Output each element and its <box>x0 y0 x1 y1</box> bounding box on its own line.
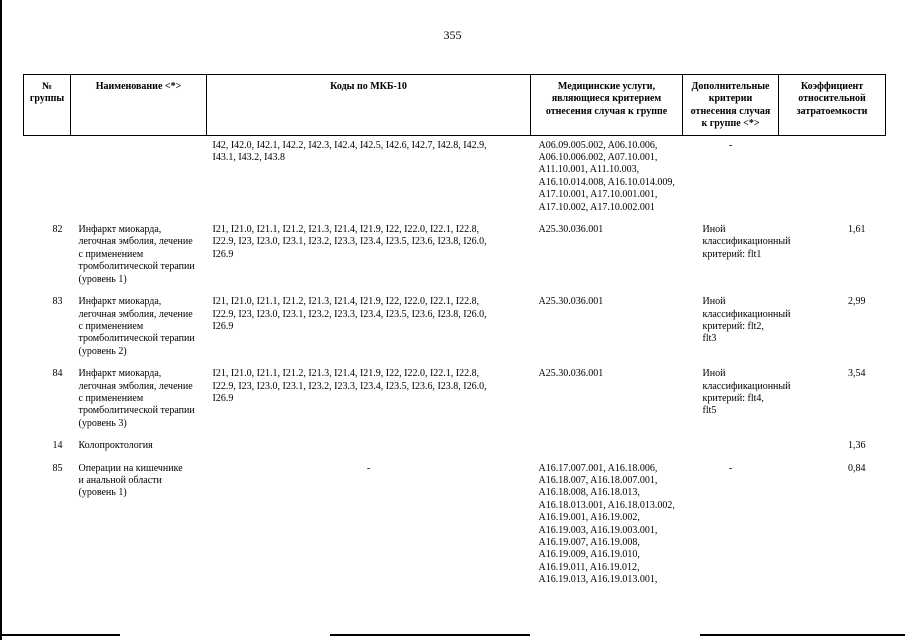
cell-name: Колопроктология <box>78 440 153 452</box>
cell-medical-services: A06.09.005.002, A06.10.006, A06.10.006.002, A07.10.001, A11.10.001, A11.10.003, A16.10.014.008, A16.10.014.009, A17.10.001, A17.10.001.001, A17.10.002, A17.10.002.001 <box>538 139 675 213</box>
cell-group-number: 82 <box>52 224 63 236</box>
scan-edge-bottom <box>330 634 530 636</box>
cell-group-number: 85 <box>52 462 63 474</box>
cell-medical-services: A25.30.036.001 <box>538 224 604 236</box>
cell-medical-services <box>531 440 683 462</box>
table-row-profile <box>24 440 886 462</box>
cell-icd-codes: I21, I21.0, I21.1, I21.2, I21.3, I21.4, I21.9, I22, I22.0, I22.1, I22.8, I22.9, I23, I23.0, I23.1, I23.2, I23.3, I23.4, I23.5, I23.6, I23.8, I26.0, I26.9 <box>212 224 487 260</box>
header-icd-codes: Коды по МКБ-10 <box>207 75 531 136</box>
cell-medical-services: A16.17.007.001, A16.18.006, A16.18.007, A16.18.007.001, A16.18.008, A16.18.013, A16.18.013.001, A16.18.013.002, A16.19.001, A16.19.002, A16.19.003, A16.19.003.001, A16.19.007, A16.19.008, A16.19.009, A16.19.010, A16.19.011, A16.19.012, A16.19.013, A16.19.013.001, <box>538 462 675 586</box>
table-row <box>24 463 886 597</box>
ksg-table <box>23 74 886 597</box>
cell-additional-criteria: - <box>728 462 733 474</box>
table-row <box>24 296 886 368</box>
cell-icd-codes <box>207 440 531 462</box>
cell-group-number: 83 <box>52 296 63 308</box>
header-coefficient: Коэффициент относительной затратоемкости <box>779 75 886 136</box>
table-row-continuation <box>24 135 886 224</box>
cell-medical-services: A25.30.036.001 <box>538 296 604 308</box>
cell-icd-codes: I21, I21.0, I21.1, I21.2, I21.3, I21.4, I21.9, I22, I22.0, I22.1, I22.8, I22.9, I23, I23.0, I23.1, I23.2, I23.3, I23.4, I23.5, I23.6, I23.8, I26.0, I26.9 <box>212 296 487 332</box>
cell-additional-criteria: Иной классификационный критерий: flt2, flt3 <box>702 296 791 345</box>
cell-name: Инфаркт миокарда, легочная эмболия, лечение с применением тромболитической терапии (уровень 1) <box>78 224 195 285</box>
cell-additional-criteria: - <box>728 139 733 151</box>
cell-additional-criteria: Иной классификационный критерий: flt1 <box>702 224 791 260</box>
scan-edge-bottom <box>0 634 120 636</box>
cell-name: Инфаркт миокарда, легочная эмболия, лечение с применением тромболитической терапии (уровень 3) <box>78 368 195 429</box>
header-name: Наименование <*> <box>71 75 207 136</box>
cell-medical-services: A25.30.036.001 <box>538 368 604 380</box>
header-group-number: № группы <box>24 75 71 136</box>
cell-group-number: 84 <box>52 368 63 380</box>
table-row <box>24 224 886 296</box>
page-number: 355 <box>443 28 462 42</box>
cell-icd-codes: I42, I42.0, I42.1, I42.2, I42.3, I42.4, I42.5, I42.6, I42.7, I42.8, I42.9, I43.1, I43.2, I43.8 <box>212 139 487 164</box>
cell-coefficient: 0,84 <box>848 462 866 474</box>
table-header-row <box>24 75 886 136</box>
cell-icd-codes: I21, I21.0, I21.1, I21.2, I21.3, I21.4, I21.9, I22, I22.0, I22.1, I22.8, I22.9, I23, I23.0, I23.1, I23.2, I23.3, I23.4, I23.5, I23.6, I23.8, I26.0, I26.9 <box>212 368 487 404</box>
cell-coefficient: 1,36 <box>848 440 866 452</box>
cell-coefficient: 1,61 <box>848 224 866 236</box>
cell-additional-criteria: Иной классификационный критерий: flt4, flt5 <box>702 368 791 417</box>
cell-group-number: 14 <box>52 440 63 452</box>
scan-edge-bottom <box>700 634 905 636</box>
cell-group-number <box>24 135 71 224</box>
header-additional-criteria: Дополнительные критерии отнесения случая к группе <*> <box>683 75 779 136</box>
cell-icd-codes: - <box>366 462 371 474</box>
cell-coefficient: 2,99 <box>848 296 866 308</box>
scan-edge-left <box>0 0 2 640</box>
cell-name <box>71 135 207 224</box>
cell-coefficient: 3,54 <box>848 368 866 380</box>
cell-coefficient <box>779 135 886 224</box>
cell-name: Операции на кишечнике и анальной области (уровень 1) <box>78 462 183 499</box>
cell-name: Инфаркт миокарда, легочная эмболия, лечение с применением тромболитической терапии (уровень 2) <box>78 296 195 357</box>
cell-additional-criteria <box>683 440 779 462</box>
header-medical-services: Медицинские услуги, являющиеся критерием отнесения случая к группе <box>531 75 683 136</box>
table-row <box>24 368 886 440</box>
